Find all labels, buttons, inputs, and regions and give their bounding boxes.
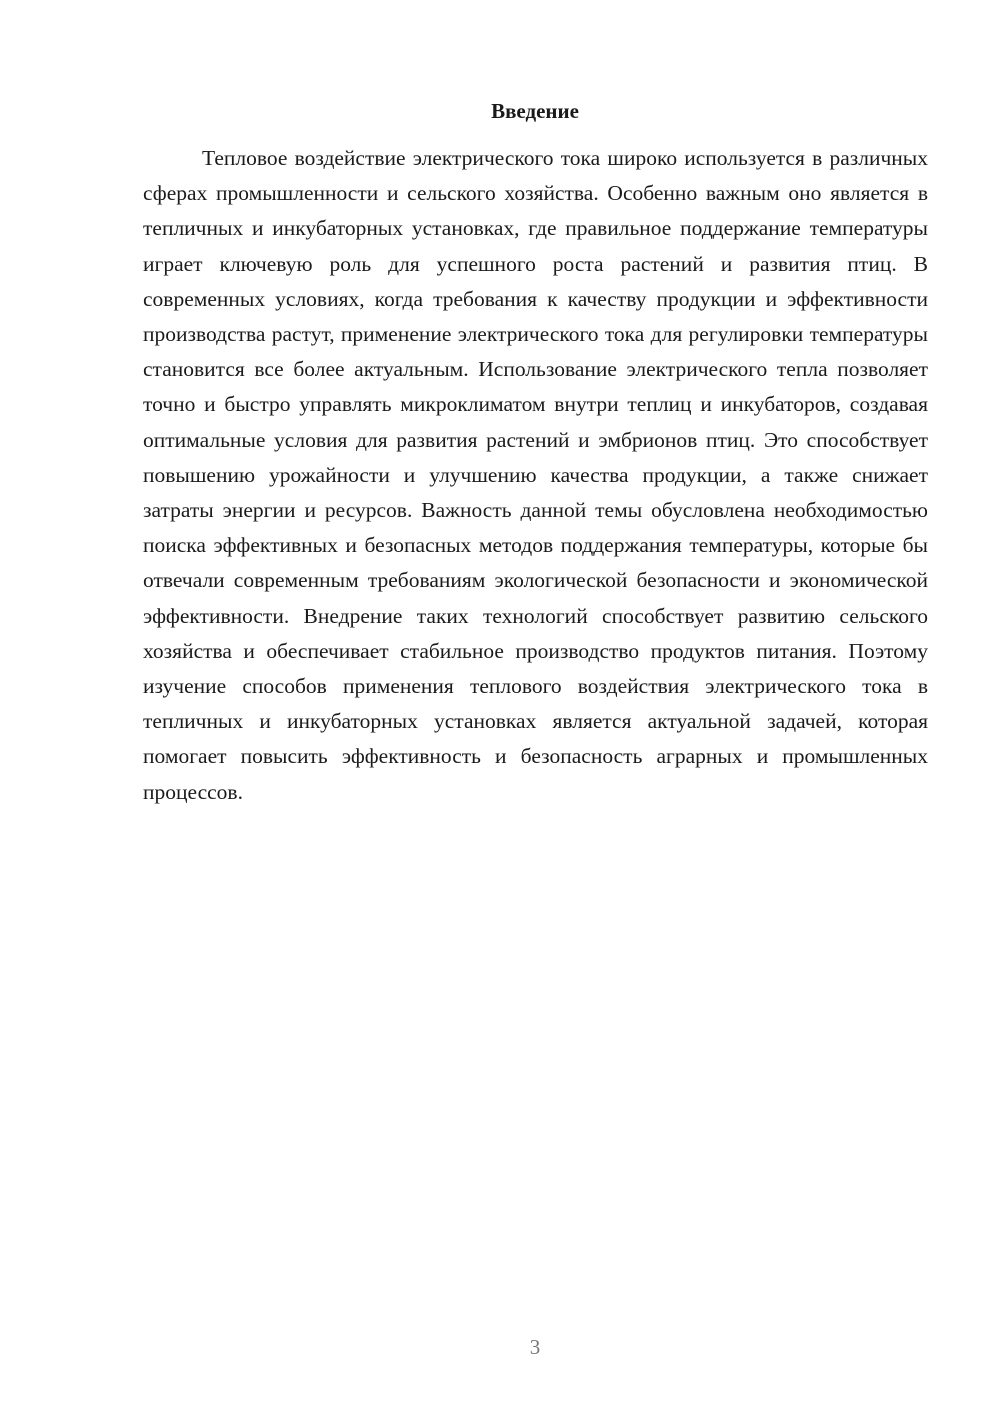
body-paragraph: Тепловое воздействие электрического тока широко используется в различных сферах промышленности и сельского хозяйства. Особенно важным оно является в тепличных и инкубаторных установках, где правильное поддержание температуры играет ключевую роль для успешного роста растений и развития птиц. В современных условиях, когда требования к качеству продукции и эффективности производства растут, применение электрического тока для регулировки температуры становится все более актуальным. Использование электрического тепла позволяет точно и быстро управлять микроклиматом внутри теплиц и инкубаторов, создавая оптимальные условия для развития растений и эмбрионов птиц. Это способствует повышению урожайности и улучшению качества продукции, а также снижает затраты энергии и ресурсов. Важность данной темы обусловлена необходимостью поиска эффективных и безопасных методов поддержания температуры, которые бы отвечали современным требованиям экологической безопасности и экономической эффективности. Внедрение таких технологий способствует развитию сельского хозяйства и обеспечивает стабильное производство продуктов питания. Поэтому изучение способов применения теплового воздействия электрического тока в тепличных и инкубаторных установках является актуальной задачей, которая помогает повысить эффективность и безопасность аграрных и промышленных процессов. — [143, 146, 928, 804]
section-heading: Введение — [491, 99, 579, 123]
page-number: 3 — [529, 1335, 541, 1359]
